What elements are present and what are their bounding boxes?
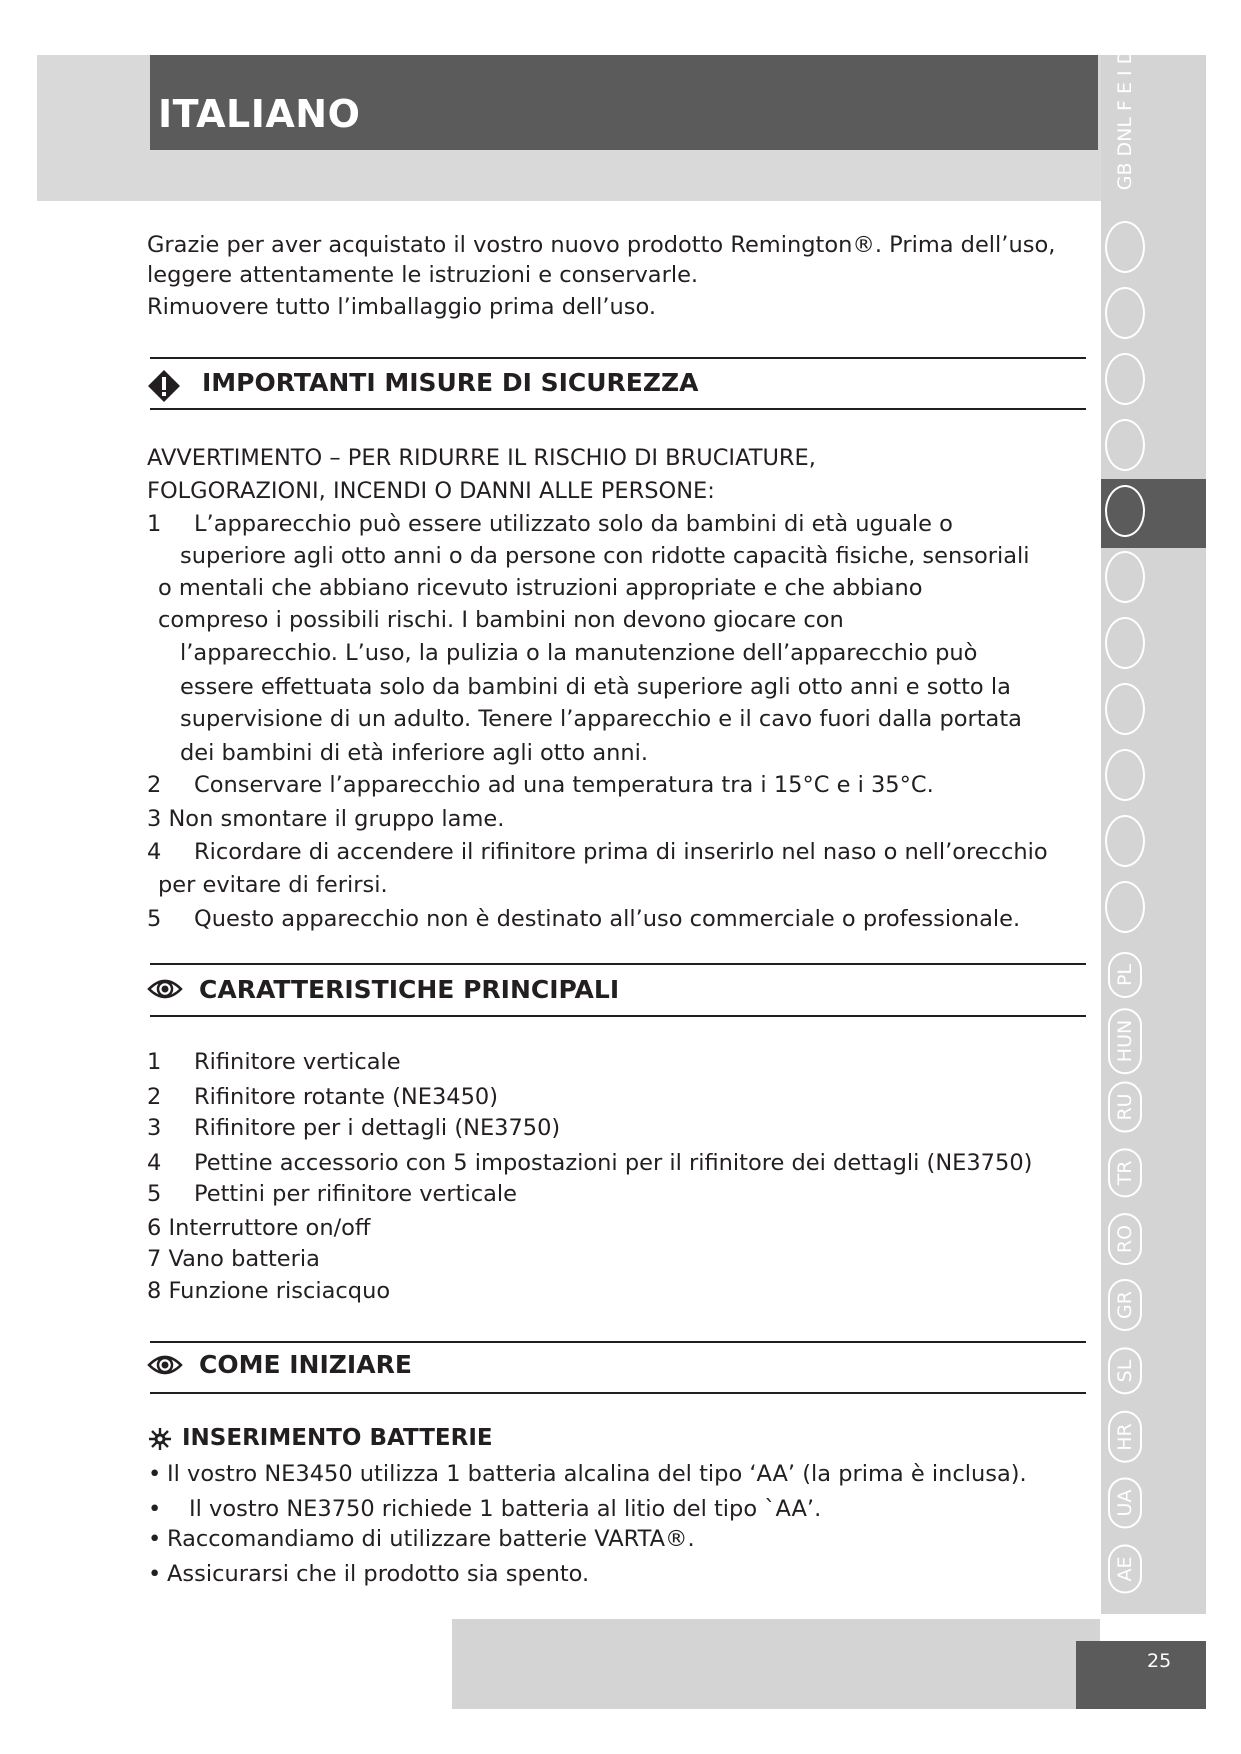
feature-text: 7 Vano batteria: [147, 1246, 320, 1272]
feature-number: 5: [147, 1181, 162, 1207]
language-stack-label: GB DNL F E I D: [1114, 49, 1136, 191]
bullet-mark: •: [148, 1461, 162, 1487]
language-tab-circle-active: [1105, 485, 1145, 537]
safety-item-text: dei bambini di età inferiore agli otto anni.: [180, 740, 649, 766]
section-rule: [150, 357, 1086, 359]
language-tab-circle: [1105, 419, 1145, 471]
safety-item-number: 1: [147, 511, 162, 537]
section-rule: [150, 1392, 1086, 1394]
language-tab-pl: PL: [1108, 952, 1142, 998]
safety-item-text: essere effettuata solo da bambini di età superiore agli otto anni e sotto la: [180, 674, 1011, 700]
feature-text: Rifinitore rotante (NE3450): [194, 1084, 498, 1110]
safety-item-text: per evitare di ferirsi.: [158, 872, 388, 898]
intro-line: leggere attentamente le istruzioni e conservarle.: [147, 262, 699, 288]
language-tab-circle: [1105, 881, 1145, 933]
language-tab-tr: TR: [1108, 1149, 1142, 1198]
safety-item-text: compreso i possibili rischi. I bambini non devono giocare con: [158, 607, 844, 633]
section-heading-features: CARATTERISTICHE PRINCIPALI: [199, 975, 620, 1004]
eye-icon: [147, 1352, 183, 1378]
feature-text: 6 Interruttore on/off: [147, 1215, 371, 1241]
section-rule: [150, 408, 1086, 410]
section-rule: [150, 1015, 1086, 1017]
language-tab-sl: SL: [1108, 1348, 1142, 1395]
feature-text: 8 Funzione risciacquo: [147, 1278, 391, 1304]
language-tab-ae: AE: [1108, 1544, 1142, 1593]
safety-item-number: 5: [147, 906, 162, 932]
warning-diamond-icon: [147, 369, 181, 403]
feature-number: 1: [147, 1049, 162, 1075]
language-tab-ua: UA: [1108, 1478, 1142, 1529]
eye-icon: [147, 976, 183, 1002]
bullet-mark: •: [148, 1526, 162, 1552]
language-tab-ru: RU: [1108, 1081, 1142, 1132]
section-heading-getting-started: COME INIZIARE: [199, 1350, 412, 1379]
feature-text: Pettini per rifinitore verticale: [194, 1181, 517, 1207]
page-number: 25: [1147, 1650, 1172, 1672]
language-tab-circle: [1105, 551, 1145, 603]
safety-item-number: 4: [147, 839, 162, 865]
intro-line: Rimuovere tutto l’imballaggio prima dell’uso.: [147, 294, 656, 320]
language-tab-circle: [1105, 815, 1145, 867]
intro-line: Grazie per aver acquistato il vostro nuovo prodotto Remington®. Prima dell’uso,: [147, 232, 1056, 258]
safety-item-text: supervisione di un adulto. Tenere l’apparecchio e il cavo fuori dalla portata: [180, 706, 1022, 732]
feature-text: Pettine accessorio con 5 impostazioni per il rifinitore dei dettagli (NE3750): [194, 1150, 1033, 1176]
bullet-text: Assicurarsi che il prodotto sia spento.: [167, 1561, 590, 1587]
safety-item-text: Ricordare di accendere il rifinitore prima di inserirlo nel naso o nell’orecchio: [194, 839, 1048, 865]
language-tab-gr: GR: [1108, 1279, 1142, 1331]
section-rule: [150, 963, 1086, 965]
warning-line: FOLGORAZIONI, INCENDI O DANNI ALLE PERSONE:: [147, 478, 715, 504]
warning-line: AVVERTIMENTO – PER RIDURRE IL RISCHIO DI BRUCIATURE,: [147, 445, 816, 471]
footer-bar: [452, 1619, 1100, 1709]
section-rule: [150, 1341, 1086, 1343]
bullet-mark: •: [148, 1561, 162, 1587]
safety-item-text: 3 Non smontare il gruppo lame.: [147, 806, 505, 832]
feature-number: 2: [147, 1084, 162, 1110]
feature-text: Rifinitore per i dettagli (NE3750): [194, 1115, 561, 1141]
feature-number: 4: [147, 1150, 162, 1176]
language-tab-circle: [1105, 749, 1145, 801]
feature-text: Rifinitore verticale: [194, 1049, 401, 1075]
language-tab-circle: [1105, 287, 1145, 339]
language-tab-hun: HUN: [1108, 1008, 1142, 1074]
language-tab-circle: [1105, 221, 1145, 273]
page-title: ITALIANO: [158, 92, 361, 136]
language-tab-circle: [1105, 683, 1145, 735]
safety-item-text: Questo apparecchio non è destinato all’uso commerciale o professionale.: [194, 906, 1021, 932]
safety-item-text: L’apparecchio può essere utilizzato solo da bambini di età uguale o: [194, 511, 953, 537]
safety-item-text: l’apparecchio. L’uso, la pulizia o la manutenzione dell’apparecchio può: [180, 640, 978, 666]
safety-item-text: Conservare l’apparecchio ad una temperatura tra i 15°C e i 35°C.: [194, 772, 934, 798]
safety-item-text: o mentali che abbiano ricevuto istruzioni appropriate e che abbiano: [158, 575, 923, 601]
feature-number: 3: [147, 1115, 162, 1141]
bullet-text: Raccomandiamo di utilizzare batterie VARTA®.: [167, 1526, 695, 1552]
safety-item-number: 2: [147, 772, 162, 798]
bullet-text: Il vostro NE3450 utilizza 1 batteria alcalina del tipo ‘AA’ (la prima è inclusa).: [167, 1461, 1027, 1487]
safety-item-text: superiore agli otto anni o da persone con ridotte capacità fisiche, sensoriali: [180, 543, 1030, 569]
bullet-text: Il vostro NE3750 richiede 1 batteria al litio del tipo `AA’.: [189, 1496, 822, 1522]
sun-icon: [148, 1427, 172, 1451]
subheading-battery: INSERIMENTO BATTERIE: [182, 1425, 493, 1451]
page-number-box: [1076, 1641, 1206, 1709]
section-heading-safety: IMPORTANTI MISURE DI SICUREZZA: [202, 368, 699, 397]
language-tab-ro: RO: [1108, 1213, 1142, 1265]
language-tab-hr: HR: [1108, 1411, 1142, 1463]
bullet-mark: •: [148, 1496, 162, 1522]
language-tab-circle: [1105, 353, 1145, 405]
language-tab-circle: [1105, 617, 1145, 669]
